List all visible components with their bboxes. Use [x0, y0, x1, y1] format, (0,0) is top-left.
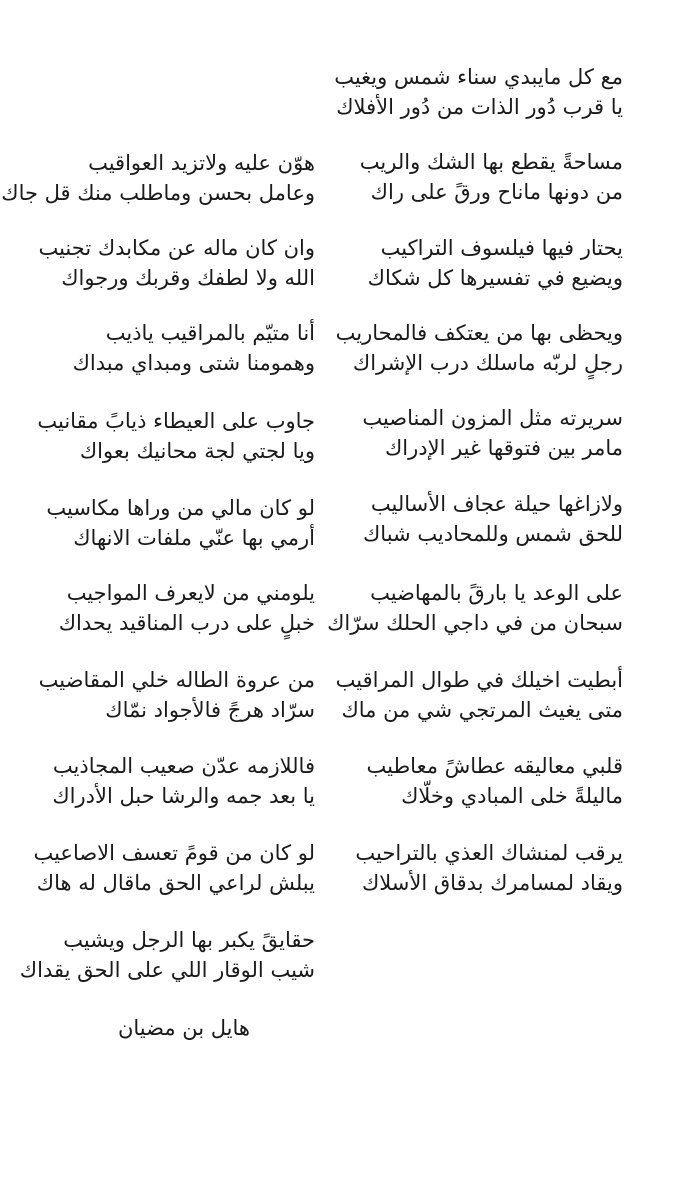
verse-left-10 — [15, 925, 315, 985]
verse-line: فاللازمه عدّن صعيب المجاذيب — [52, 754, 315, 778]
verse-left-7 — [15, 665, 315, 725]
verse-line: للحق شمس وللمحاديب شباك — [363, 522, 623, 546]
verse-right-9 — [323, 751, 623, 811]
verse-line: سبحان من في داجي الحلك سرّاك — [327, 611, 623, 635]
verse-line: مع كل مايبدي سناء شمس ويغيب — [334, 65, 623, 89]
verse-line: يبلش لراعي الحق ماقال له هاك — [36, 871, 315, 895]
verse-line: مامر بين فتوقها غير الإدراك — [384, 436, 623, 460]
verse-line: حقايقً يكبر بها الرجل ويشيب — [63, 928, 315, 952]
verse-line: سرّاد هرجً فالأجواد نمّاك — [105, 698, 315, 722]
verse-line: أنا متيّم بالمراقيب ياذيب — [105, 321, 315, 345]
verse-right-4 — [323, 318, 623, 378]
verse-line: ويا لجتي لجة محانيك بعواك — [79, 439, 315, 463]
verse-line: رجلٍ لربّه ماسلك درب الإشراك — [352, 351, 623, 375]
verse-line: ماليلةً خلى المبادي وخلّاك — [401, 784, 623, 808]
verse-left-3 — [15, 318, 315, 378]
verse-line: وهمومنا شتى ومبداي مبداك — [72, 351, 315, 375]
verse-line: يحتار فيها فيلسوف التراكيب — [380, 236, 623, 260]
verse-line: يا قرب دُور الذات من دُور الأفلاك — [336, 95, 623, 119]
verse-line: ويقاد لمسامرك بدقاق الأسلاك — [361, 871, 623, 895]
verse-line: شيب الوقار اللي على الحق يقداك — [19, 958, 315, 982]
verse-line: سريرته مثل المزون المناصيب — [362, 406, 623, 430]
verse-line: من دونها ماناح ورقً على راك — [370, 180, 623, 204]
verse-left-4 — [15, 406, 315, 466]
verse-left-1 — [1, 148, 315, 208]
verse-line: أبطيت اخيلك في طوال المراقيب — [335, 668, 623, 692]
verse-left-9 — [15, 838, 315, 898]
verse-left-2 — [15, 233, 315, 293]
verse-right-3 — [323, 233, 623, 293]
verse-line: يرقب لمنشاك العذي بالتراحيب — [355, 841, 623, 865]
verse-line: ولازاغها حيلة عجاف الأساليب — [370, 492, 623, 516]
verse-line: هوّن عليه ولاتزيد العواقيب — [88, 151, 315, 175]
verse-line: قلبي معاليقه عطاشً معاطيب — [366, 754, 623, 778]
verse-right-8 — [323, 665, 623, 725]
verse-right-7 — [323, 578, 623, 638]
verse-line: يلومني من لايعرف المواجيب — [66, 581, 315, 605]
verse-right-1 — [323, 62, 623, 122]
verse-line: خبلٍ على درب المناقيد يحداك — [58, 611, 315, 635]
verse-line: على الوعد يا بارقً بالمهاضيب — [370, 581, 623, 605]
verse-line: أرمي بها عنّي ملفات الانهاك — [73, 526, 315, 550]
verse-line: جاوب على العيطاء ذيابً مقانيب — [37, 409, 315, 433]
verse-line: وعامل بحسن وماطلب منك قل جاك — [1, 181, 315, 205]
verse-left-6 — [15, 578, 315, 638]
verse-line: وان كان ماله عن مكابدك تجنيب — [38, 236, 315, 260]
verse-line: مساحةً يقطع بها الشك والريب — [359, 150, 623, 174]
verse-line: الله ولا لطفك وقربك ورجواك — [61, 266, 315, 290]
verse-line: ويضيع في تفسيرها كل شكاك — [367, 266, 623, 290]
verse-line: من عروة الطاله خلي المقاضيب — [38, 668, 315, 692]
poet-signature: هايل بن مضيان — [117, 1016, 250, 1040]
verse-left-5 — [15, 493, 315, 553]
verse-line: ويحظى بها من يعتكف فالمحاريب — [335, 321, 623, 345]
verse-line: لو كان مالي من وراها مكاسيب — [46, 496, 315, 520]
verse-left-8 — [15, 751, 315, 811]
verse-right-10 — [323, 838, 623, 898]
verse-line: متى يغيث المرتجي شي من ماك — [341, 698, 623, 722]
verse-line: لو كان من قومً تعسف الاصاعيب — [33, 841, 315, 865]
verse-line: يا بعد جمه والرشا حبل الأدراك — [52, 784, 315, 808]
verse-right-5 — [323, 403, 623, 463]
verse-right-6 — [323, 489, 623, 549]
verse-right-2 — [323, 147, 623, 207]
